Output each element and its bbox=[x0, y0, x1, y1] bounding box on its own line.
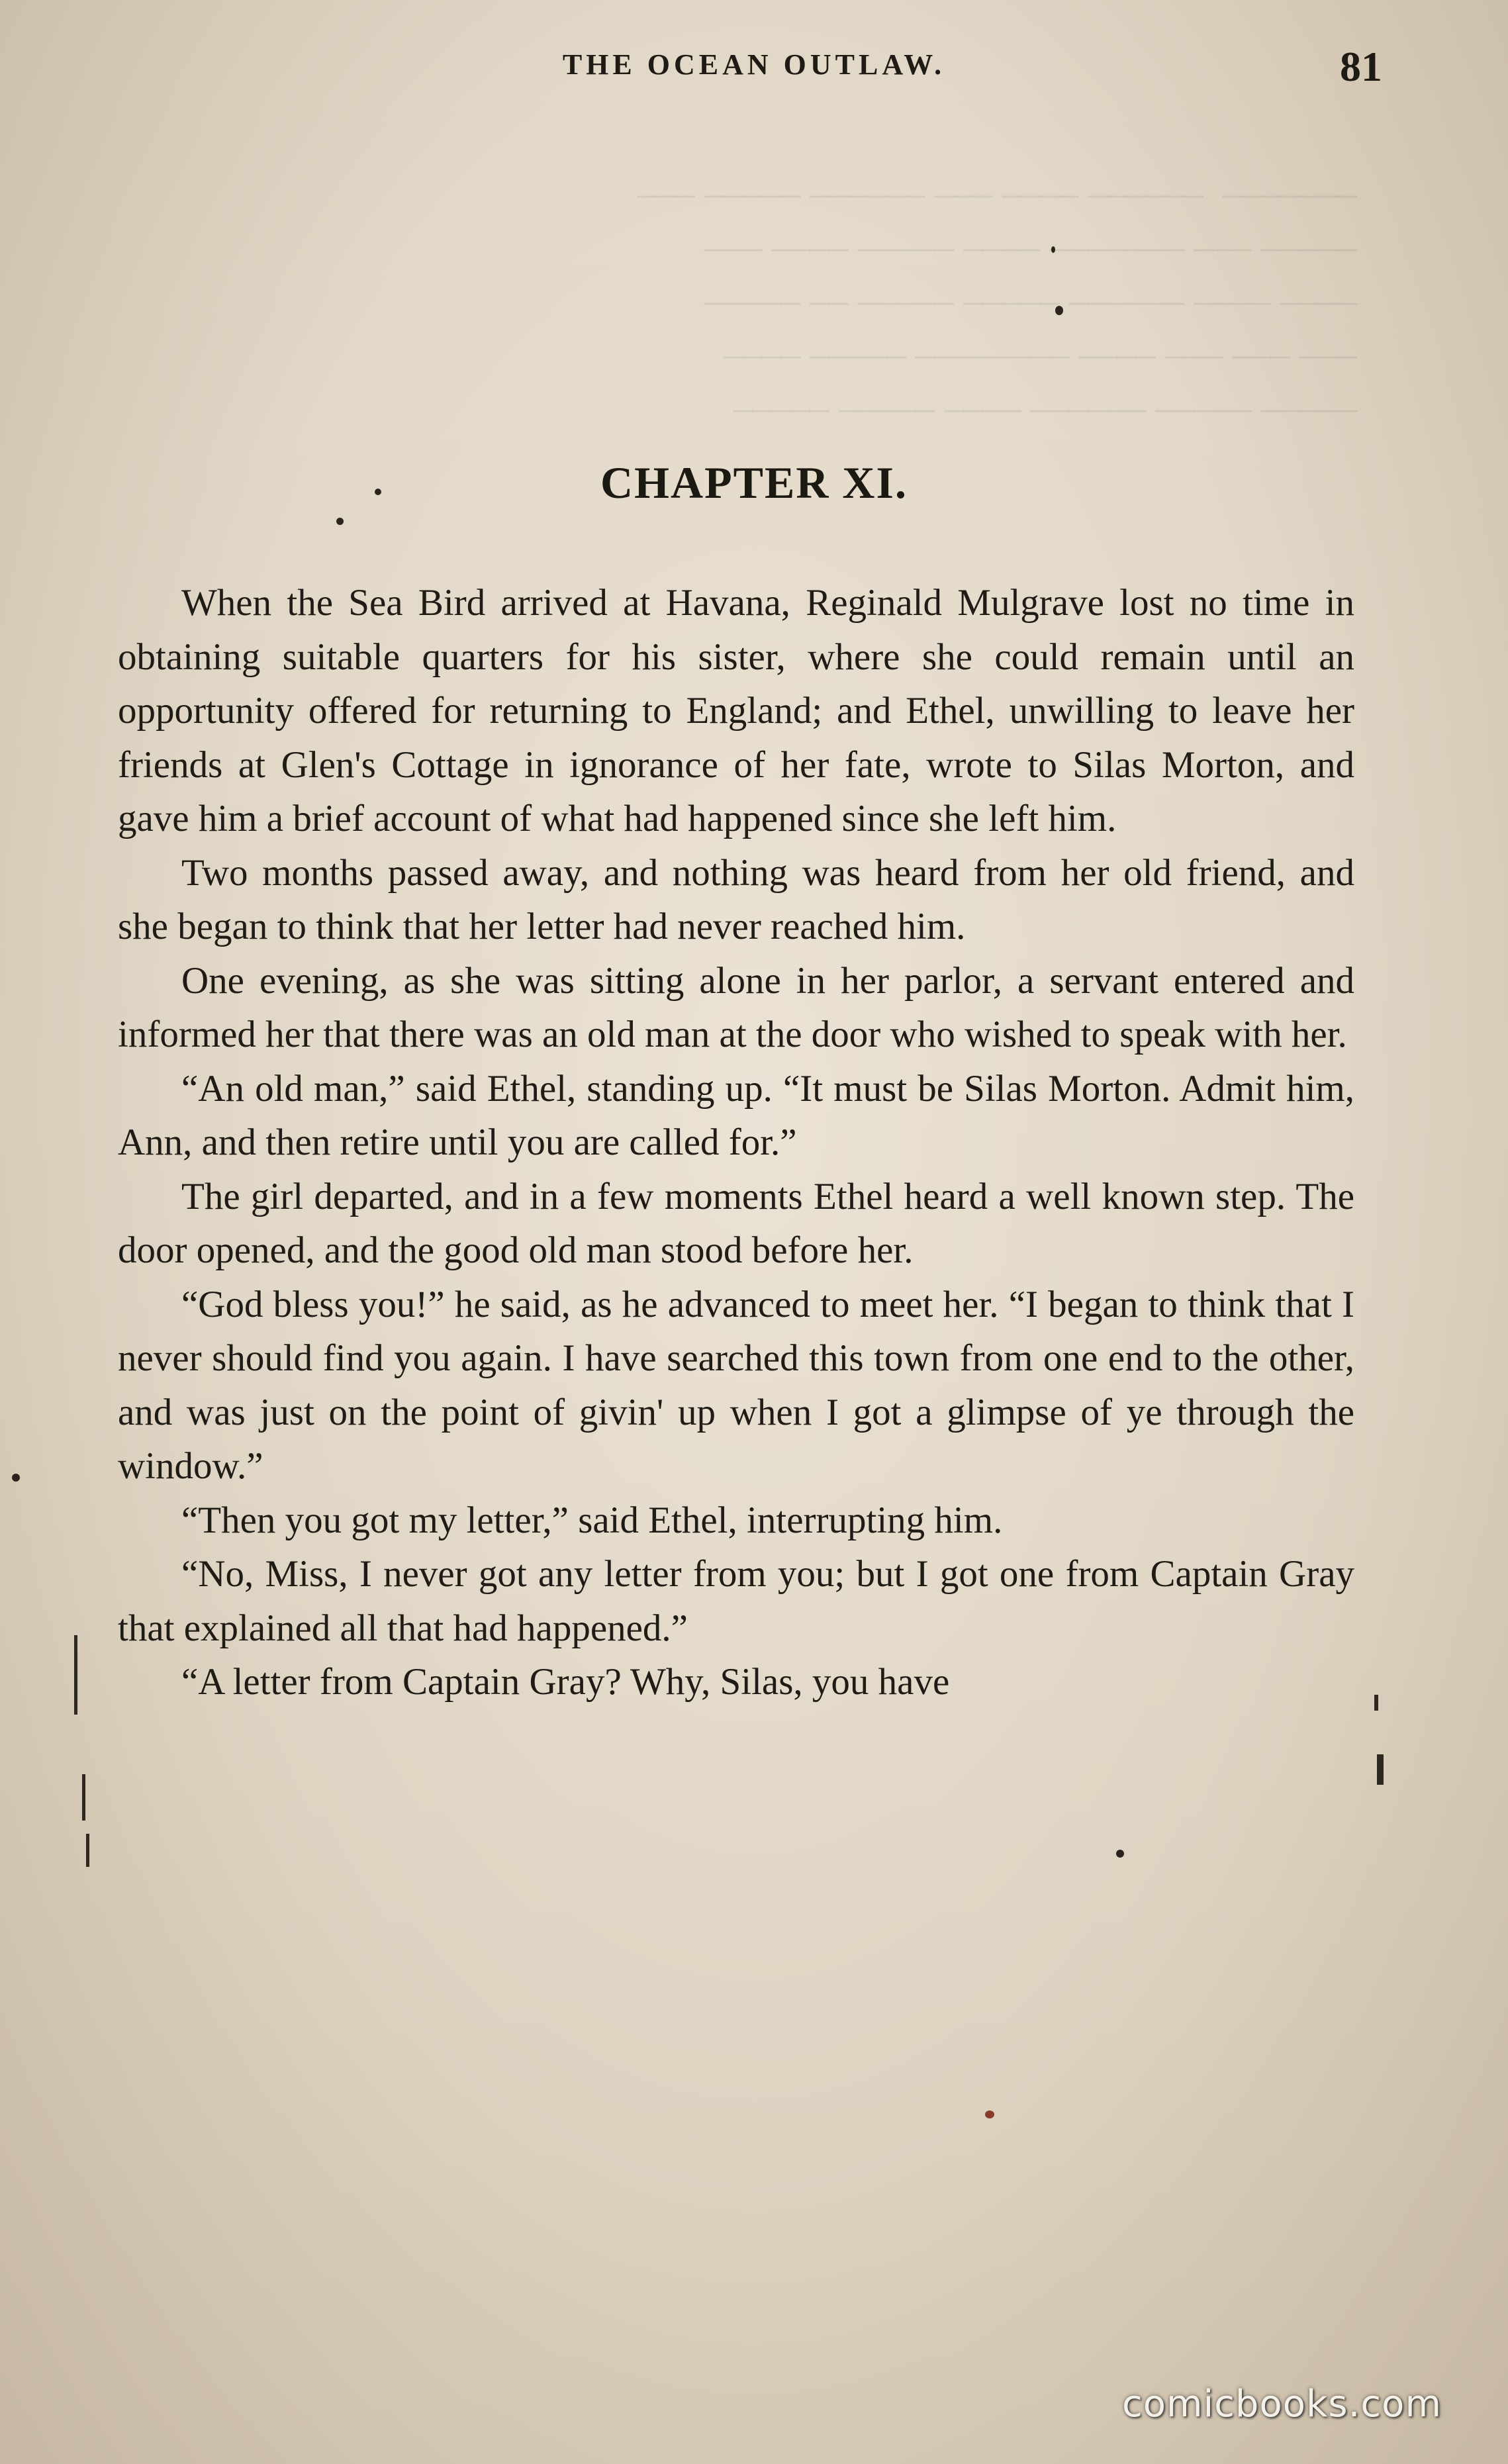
margin-mark bbox=[86, 1834, 89, 1867]
paragraph: “Then you got my letter,” said Ethel, interrupting him. bbox=[181, 1499, 1003, 1541]
ink-speck bbox=[1051, 246, 1055, 253]
page-number: 81 bbox=[1340, 43, 1382, 90]
ink-speck bbox=[1055, 306, 1063, 315]
paragraph: “A letter from Captain Gray? Why, Silas, you have bbox=[181, 1661, 950, 1703]
running-title: THE OCEAN OUTLAW. bbox=[562, 48, 946, 81]
paragraph: “God bless you!” he said, as he advanced to meet her. “I began to think that I never should find you again. I have searched this town from one end to the other, and was just on the point of givin' up when I got a glimpse of ye through the window.” bbox=[118, 1283, 1354, 1487]
chapter-heading: CHAPTER XI. bbox=[600, 457, 908, 508]
paragraph: “An old man,” said Ethel, standing up. “It must be Silas Morton. Admit him, Ann, and then retire until you are called for.” bbox=[118, 1067, 1354, 1163]
running-head bbox=[0, 43, 1508, 107]
body-text bbox=[118, 576, 1354, 1709]
watermark: comicbooks.com bbox=[1121, 2383, 1442, 2426]
paragraph: One evening, as she was sitting alone in her parlor, a servant entered and informed her that there was an old man at the door who wished to speak with her. bbox=[118, 959, 1354, 1055]
paragraph: The girl departed, and in a few moments Ethel heard a well known step. The door opened, and the good old man stood before her. bbox=[118, 1175, 1354, 1271]
margin-mark bbox=[74, 1635, 77, 1715]
ink-speck bbox=[1116, 1850, 1124, 1858]
ink-speck bbox=[985, 2110, 994, 2118]
ink-speck bbox=[336, 518, 344, 525]
paragraph: “No, Miss, I never got any letter from you; but I got one from Captain Gray that explained all that had happened.” bbox=[118, 1553, 1354, 1649]
paragraph: Two months passed away, and nothing was heard from her old friend, and she began to think that her letter had never reached him. bbox=[118, 851, 1354, 947]
margin-mark bbox=[1374, 1695, 1378, 1711]
bleed-through-texture: _______ ______ ____ ___ ______ _____ ___ _____ ___ _______ ____ _____ ____ ___ ____ ____ ______ _____ _____ __ _____ ___ ___ ___ ____ ________ _____ ____ _____ _____ ______ ____ _____ _____ bbox=[637, 158, 1357, 416]
margin-mark bbox=[82, 1774, 85, 1821]
margin-mark bbox=[1377, 1754, 1384, 1785]
paragraph: When the Sea Bird arrived at Havana, Reginald Mulgrave lost no time in obtaining suitable quarters for his sister, where she could remain until an opportunity offered for returning to England; and Ethel, unwilling to leave her friends at Glen's Cottage in ignorance of her fate, wrote to Silas Morton, and gave him a brief account of what had happened since she left him. bbox=[118, 582, 1354, 839]
ink-speck bbox=[12, 1474, 20, 1482]
ink-speck bbox=[375, 489, 381, 495]
